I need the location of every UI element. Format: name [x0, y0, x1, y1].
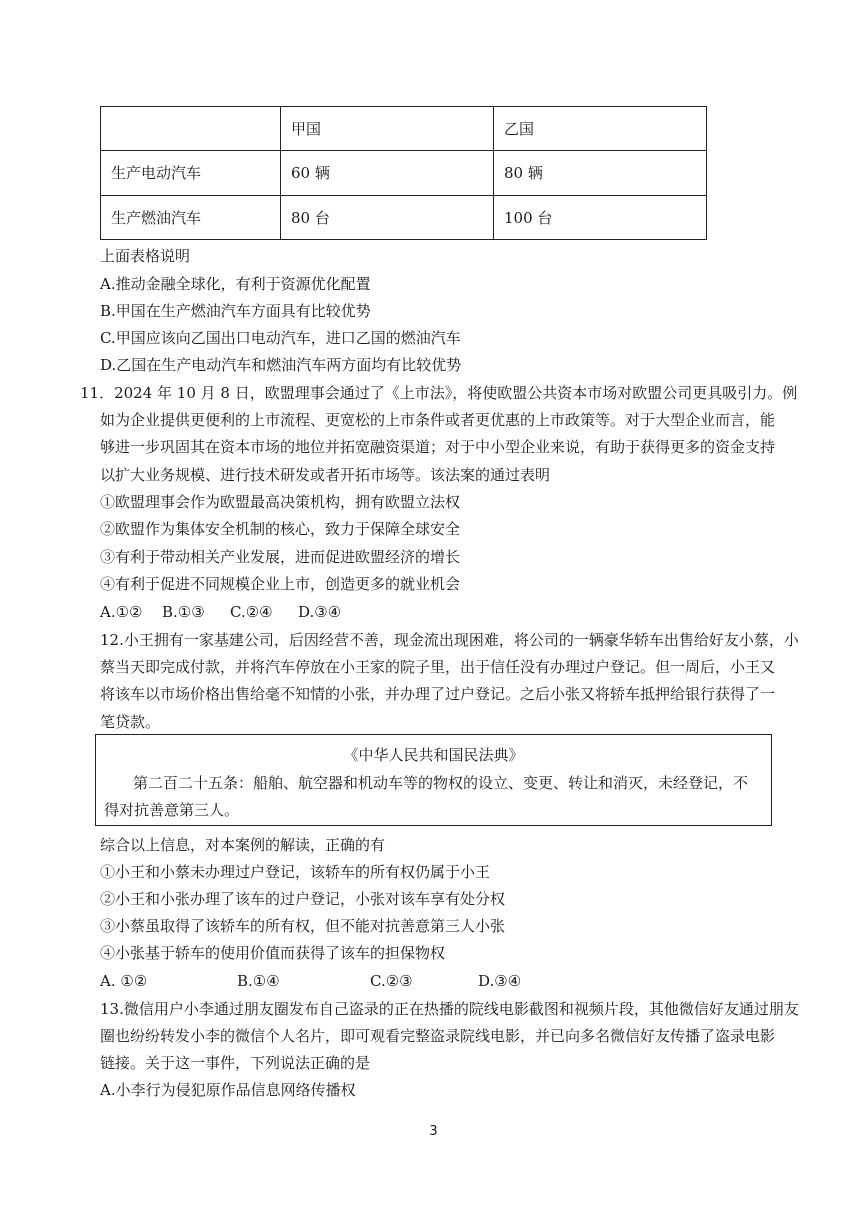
statement-item: ③小蔡虽取得了该轿车的所有权，但不能对抗善意第三人小张	[100, 917, 506, 935]
choice: B.①③	[162, 603, 205, 621]
choice: D.③④	[298, 603, 342, 621]
table-header-cell: 乙国	[494, 107, 707, 151]
table-header-cell: 甲国	[281, 107, 494, 151]
table-cell: 60 辆	[281, 151, 494, 195]
option-d: D.乙国在生产电动汽车和燃油汽车两方面均有比较优势	[100, 356, 462, 374]
table-header-row	[101, 107, 707, 151]
question-text: 如为企业提供更便利的上市流程、更宽松的上市条件或者更优惠的上市政策等。对于大型企业而言，能	[100, 411, 776, 429]
choice: A. ①②	[100, 972, 148, 990]
table-cell: 生产燃油汽车	[101, 195, 281, 239]
table-cell: 生产电动汽车	[101, 151, 281, 195]
option-b: B.甲国在生产燃油汽车方面具有比较优势	[100, 302, 371, 320]
statement-item: ②小王和小张办理了该车的过户登记，小张对该车享有处分权	[100, 890, 506, 908]
question-text: 蔡当天即完成付款，并将汽车停放在小王家的院子里，出于信任没有办理过户登记。但一周后，小王又	[100, 658, 776, 676]
choice: B.①④	[237, 972, 280, 990]
question-stem: 上面表格说明	[100, 247, 191, 265]
question-text: 11．2024 年 10 月 8 日，欧盟理事会通过了《上市法》，将使欧盟公共资本市场对欧盟公司更具吸引力。例	[80, 384, 798, 402]
option-c: C.甲国应该向乙国出口电动汽车，进口乙国的燃油汽车	[100, 329, 461, 347]
comparison-table	[100, 106, 707, 240]
table-cell: 100 台	[494, 195, 707, 239]
law-text: 得对抗善意第三人。	[104, 801, 240, 819]
question-text: 圈也纷纷转发小李的微信个人名片，即可观看完整盗录院线电影，并已向多名微信好友传播了盗录电影	[100, 1027, 776, 1045]
table-header-cell	[101, 107, 281, 151]
option-a: A.小李行为侵犯原作品信息网络传播权	[100, 1081, 356, 1099]
question-text: 链接。关于这一事件，下列说法正确的是	[100, 1054, 371, 1072]
choice: D.③④	[478, 972, 522, 990]
question-text: 13.微信用户小李通过朋友圈发布自己盗录的正在热播的院线电影截图和视频片段，其他微信好友通过朋友	[100, 1000, 799, 1018]
question-text: 将该车以市场价格出售给毫不知情的小张，并办理了过户登记。之后小张又将轿车抵押给银行获得了一	[100, 685, 776, 703]
choice: A.①②	[100, 603, 143, 621]
law-text: 第二百二十五条：船舶、航空器和机动车等的物权的设立、变更、转让和消灭，未经登记，不	[133, 774, 749, 792]
question-text: 笔贷款。	[100, 713, 161, 731]
question-text: 12.小王拥有一家基建公司，后因经营不善，现金流出现困难，将公司的一辆豪华轿车出售给好友小蔡，小	[100, 631, 799, 649]
table-row	[101, 151, 707, 195]
law-title: 《中华人民共和国民法典》	[343, 746, 524, 764]
question-text: 以扩大业务规模、进行技术研发或者开拓市场等。该法案的通过表明	[100, 466, 551, 484]
statement-item: ④有利于促进不同规模企业上市，创造更多的就业机会	[100, 575, 461, 593]
statement-item: ①小王和小蔡未办理过户登记，该轿车的所有权仍属于小王	[100, 863, 491, 881]
table-cell: 80 辆	[494, 151, 707, 195]
option-a: A.推动金融全球化，有利于资源优化配置	[100, 275, 371, 293]
statement-item: ④小张基于轿车的使用价值而获得了该车的担保物权	[100, 944, 446, 962]
table-cell: 80 台	[281, 195, 494, 239]
statement-item: ①欧盟理事会作为欧盟最高决策机构，拥有欧盟立法权	[100, 493, 461, 511]
question-text: 够进一步巩固其在资本市场的地位并拓宽融资渠道；对于中小型企业来说，有助于获得更多的资金支持	[100, 438, 776, 456]
question-stem: 综合以上信息，对本案例的解读，正确的有	[100, 836, 386, 854]
choice: C.②④	[230, 603, 273, 621]
choice: C.②③	[370, 972, 413, 990]
page-number: 3	[429, 1124, 438, 1139]
statement-item: ②欧盟作为集体安全机制的核心，致力于保障全球安全	[100, 520, 461, 538]
statement-item: ③有利于带动相关产业发展，进而促进欧盟经济的增长	[100, 548, 461, 566]
table-row	[101, 195, 707, 239]
